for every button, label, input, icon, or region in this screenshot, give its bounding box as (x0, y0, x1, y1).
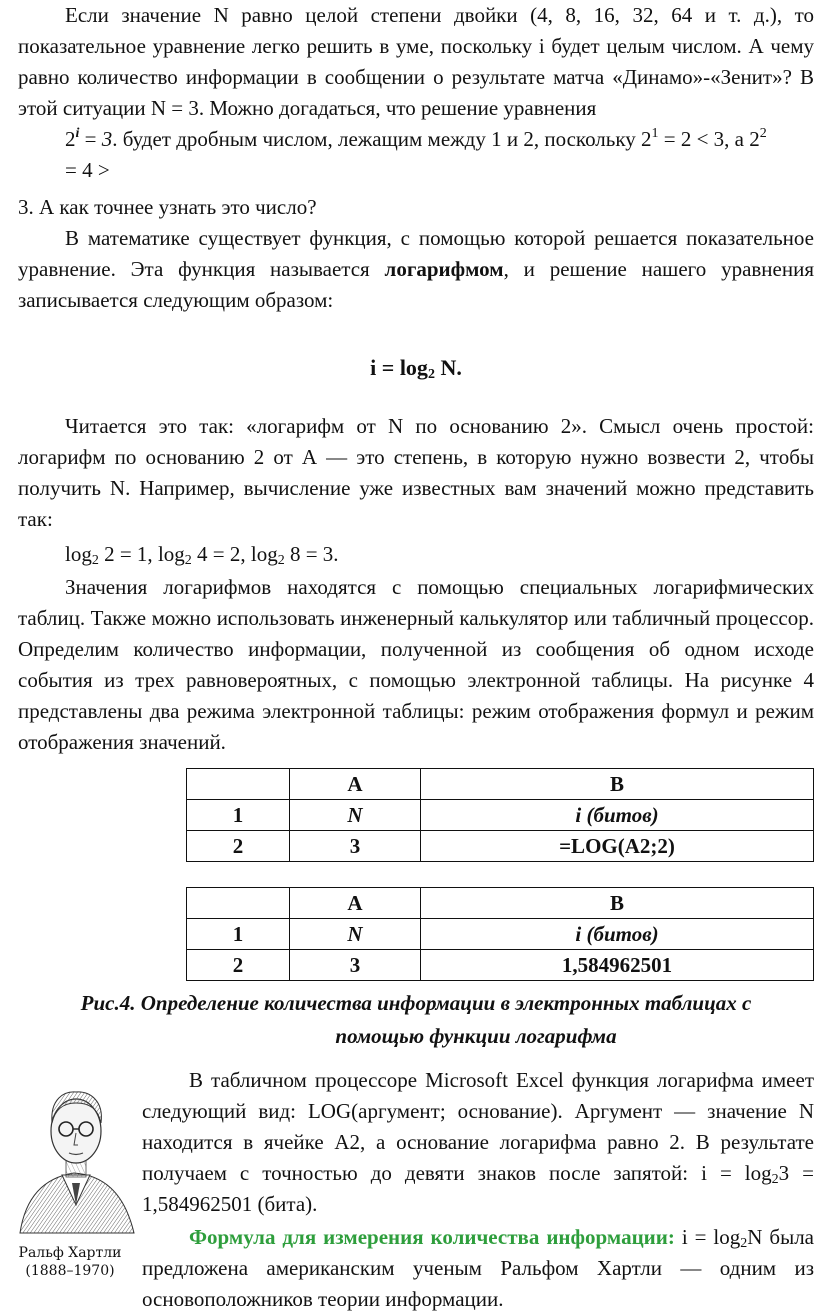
spreadsheet-formulas-table (186, 768, 814, 862)
table-cell: 3 (290, 950, 421, 981)
example-2-log: log (157, 542, 185, 566)
portrait-years: (1888–1970) (25, 1263, 115, 1279)
row-number-cell: 2 (187, 950, 290, 981)
portrait-name: Ральф Хартли (18, 1245, 122, 1261)
hartley-text (142, 1065, 814, 1315)
paragraph-logarithm (18, 223, 814, 316)
para7-sub: 2 (740, 1236, 748, 1251)
document-page (18, 0, 814, 1315)
figure-caption (18, 987, 814, 1053)
main-formula-right: N. (434, 355, 462, 380)
table-cell: 3 (290, 831, 421, 862)
example-3-sub: 2 (277, 553, 285, 568)
table-row (187, 831, 814, 862)
para3-before: В математике существует функция, с помощью которой решается показательное уравнение. Эта функция называется (18, 226, 814, 281)
header-cell-a: A (290, 769, 421, 800)
value-cell: 1,584962501 (421, 950, 814, 981)
table-cell: i (битов) (421, 800, 814, 831)
row-number-cell: 2 (187, 831, 290, 862)
table-cell: N (290, 919, 421, 950)
example-2-rest: 4 = 2, (191, 542, 251, 566)
example-3-rest: 8 = 3. (284, 542, 339, 566)
main-formula-left: i = log (370, 355, 428, 380)
eq-base: 2 (65, 127, 76, 151)
eq-sup1: 1 (651, 126, 659, 141)
paragraph-reading: Читается это так: «логарифм от N по основанию 2». Смысл очень простой: логарифм по основанию 2 от А — это степень, в которую нужно возвести 2, чтобы получить N. Например, вычисление уже известных вам значений можно представить так: (18, 414, 814, 531)
para6-after: 3 = 1,584962501 (бита). (142, 1161, 814, 1216)
para6-sub: 2 (771, 1172, 779, 1187)
eq-text1: . будет дробным числом, лежащим между 1 и 2, поскольку 2 (112, 127, 652, 151)
spreadsheet-values-table (186, 887, 814, 981)
examples-line (18, 539, 814, 570)
equation-line (18, 124, 814, 186)
header-cell-a: A (290, 888, 421, 919)
example-1-rest: 2 = 1, (98, 542, 158, 566)
header-cell-b: B (421, 769, 814, 800)
formula-cell: =LOG(A2;2) (421, 831, 814, 862)
paragraph-tables: Значения логарифмов находятся с помощью специальных логарифмических таблиц. Также можно использовать инженерный калькулятор или табличный процессор. Определим количество информации, полученной из сообщения об одном исходе события из трех равновероятных, с помощью электронной таблицы. На рисунке 4 представлены два режима электронной таблицы: режим отображения формул и режим отображения значений. (18, 575, 814, 754)
example-3-log: log (250, 542, 278, 566)
para3-bold-term: логарифмом (384, 257, 504, 281)
table-cell: i (битов) (421, 919, 814, 950)
table-cell: N (290, 800, 421, 831)
paragraph-intro: Если значение N равно целой степени двойки (4, 8, 16, 32, 64 и т. д.), то показательное уравнение легко решить в уме, поскольку i будет целым числом. А чему равно количество информации в сообщении о результате матча «Динамо»-«Зенит»? В этой ситуации N = 3. Можно догадаться, что решение уравнения (18, 3, 814, 120)
eq-line2: = 4 > (65, 158, 110, 182)
caption-line-1: Рис.4. Определение количества информации в электронных таблицах с (80, 991, 752, 1015)
example-2 (158, 542, 251, 566)
header-cell-b: B (421, 888, 814, 919)
eq-sup2: 2 (759, 126, 767, 141)
caption-line-2: помощью функции логарифма (335, 1024, 617, 1048)
example-1-sub: 2 (91, 553, 99, 568)
eq-three: 3 (101, 127, 113, 151)
hartley-formula-heading: Формула для измерения количества информации: (189, 1225, 675, 1249)
eq-exponent: i (75, 126, 80, 141)
header-cell-corner (187, 888, 290, 919)
paragraph-excel (142, 1065, 814, 1220)
para7-after: N была предложена американским ученым Ральфом Хартли — одним из основоположников теории информации. (142, 1225, 815, 1311)
para3-after: , и решение нашего уравнения записывается следующим образом: (18, 257, 815, 312)
example-3 (251, 542, 339, 566)
portrait-caption (10, 1244, 130, 1280)
para6-text: В табличном процессоре Microsoft Excel функция логарифма имеет следующий вид: LOG(аргумент; основание). Аргумент — значение N находится в ячейке A2, а основание логарифма равно 2. В результате получаем с точностью до девяти знаков после запятой: i = log (142, 1068, 814, 1185)
hartley-section (18, 1065, 814, 1315)
table-row (187, 919, 814, 950)
row-number-cell: 1 (187, 919, 290, 950)
main-formula (18, 352, 814, 383)
row-number-cell: 1 (187, 800, 290, 831)
paragraph-hartley-formula (142, 1222, 814, 1315)
example-1 (65, 542, 158, 566)
eq-equals: = (79, 127, 102, 151)
main-formula-sub: 2 (427, 367, 435, 382)
paragraph-question: 3. А как точнее узнать это число? (18, 195, 317, 219)
table-header-row (187, 888, 814, 919)
eq-text2: = 2 < 3, а 2 (658, 127, 760, 151)
header-cell-corner (187, 769, 290, 800)
table-row (187, 950, 814, 981)
example-2-sub: 2 (184, 553, 192, 568)
para7-mid: i = log (674, 1225, 741, 1249)
example-1-log: log (65, 542, 92, 566)
table-row (187, 800, 814, 831)
table-header-row (187, 769, 814, 800)
